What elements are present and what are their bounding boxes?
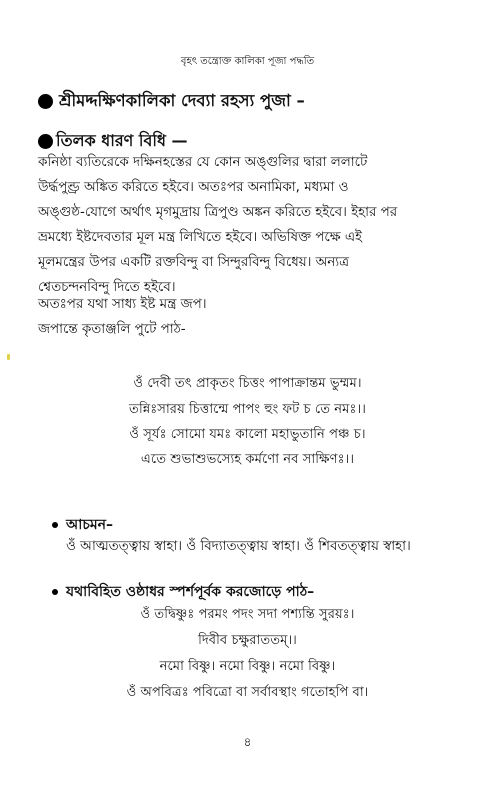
running-header: বৃহৎ তন্ত্রোক্ত কালিকা পূজা পদ্ধতি bbox=[180, 56, 315, 67]
bullet-icon bbox=[38, 134, 53, 149]
verse-line: তন্নিঃসারয় চিত্তান্মে পাপং হুং ফট চ তে নমঃ।। bbox=[129, 402, 366, 417]
margin-mark bbox=[7, 354, 10, 360]
mantra-line: ওঁ তদ্বিষ্ণুঃ পরমং পদং সদা পশ্যন্তি সুরয়ঃ। bbox=[140, 607, 355, 622]
section-heading-achaman bbox=[52, 513, 113, 537]
verse-line: ওঁ দেবী তৎ প্রাকৃতং চিত্তং পাপাক্রান্তম ভুম্মম। bbox=[133, 376, 362, 391]
page-number: ৪ bbox=[243, 735, 252, 749]
paragraph-line: অতঃপর যথা সাধ্য ইষ্ট মন্ত্র জপ। bbox=[38, 297, 207, 312]
mantra-line: নমো বিষ্ণু। নমো বিষ্ণু। নমো বিষ্ণু। bbox=[159, 659, 336, 674]
section-heading-rahasya-puja bbox=[38, 88, 305, 115]
tilak-paragraph bbox=[38, 150, 397, 300]
paragraph-line: মূলমন্ত্রের উপর একটি রক্তবিন্দু বা সিন্দুরবিন্দু বিধেয়। অন্যত্র bbox=[38, 255, 349, 270]
bullet-icon bbox=[52, 589, 58, 595]
bullet-icon bbox=[38, 94, 53, 109]
japa-instructions bbox=[38, 292, 207, 342]
heading-text: শ্রীমদ্দক্ষিণকালিকা দেব্যা রহস্য পুজা – bbox=[59, 91, 305, 110]
verse-line: ওঁ সূর্যঃ সোমো যমঃ কালো মহাভুতানি পঞ্চ চ। bbox=[129, 427, 366, 442]
paragraph-line: অঙ্গুষ্ঠ-যোগে অর্থাৎ মৃগমুদ্রায় ত্রিপুণ্ড অঙ্কন করিতে হইবে। ইহার পর bbox=[38, 205, 398, 220]
verse-line: এতে শুভাশুভস্যেহ কর্মণো নব সাক্ষিণঃ।। bbox=[140, 452, 355, 467]
heading-text: আচমন– bbox=[66, 517, 114, 533]
mantra-line: দিবীব চক্ষুরাততম্।। bbox=[198, 633, 297, 648]
paragraph-line: উর্দ্ধপুণ্ড্র অঙ্কিত করিতে হইবে। অতঃপর অনামিকা, মধ্যমা ও bbox=[38, 180, 349, 195]
paragraph-line: কনিষ্ঠা ব্যতিরেকে দক্ষিনহস্তের যে কোন অঙ্গুলির দ্বারা ললাটে bbox=[38, 155, 368, 170]
heading-text: যথাবিহিত ওষ্ঠাধর স্পর্শপূর্বক করজোড়ে পাঠ– bbox=[66, 584, 315, 600]
section-heading-path bbox=[52, 580, 314, 604]
heading-text: তিলক ধারণ বিধি — bbox=[56, 131, 188, 150]
paragraph-line: শ্বেতচন্দনবিন্দু দিতে হইবে। bbox=[38, 280, 176, 295]
paragraph-line: জপান্তে কৃতাঞ্জলি পুটে পাঠ- bbox=[38, 322, 186, 337]
mantra-line: ওঁ অপবিত্রঃ পবিত্রো বা সর্বাবস্থাং গতোহপি বা। bbox=[126, 685, 369, 700]
achaman-mantra: ওঁ আত্মতত্ত্বায় স্বাহা। ওঁ বিদ্যাতত্ত্বায় স্বাহা। ওঁ শিবতত্ত্বায় স্বাহা। bbox=[66, 539, 411, 554]
bullet-icon bbox=[52, 522, 58, 528]
paragraph-line: ভ্রমধ্যে ইষ্টদেবতার মূল মন্ত্র লিখিতে হইবে। অভিষিক্ত পক্ষে এই bbox=[38, 230, 362, 245]
